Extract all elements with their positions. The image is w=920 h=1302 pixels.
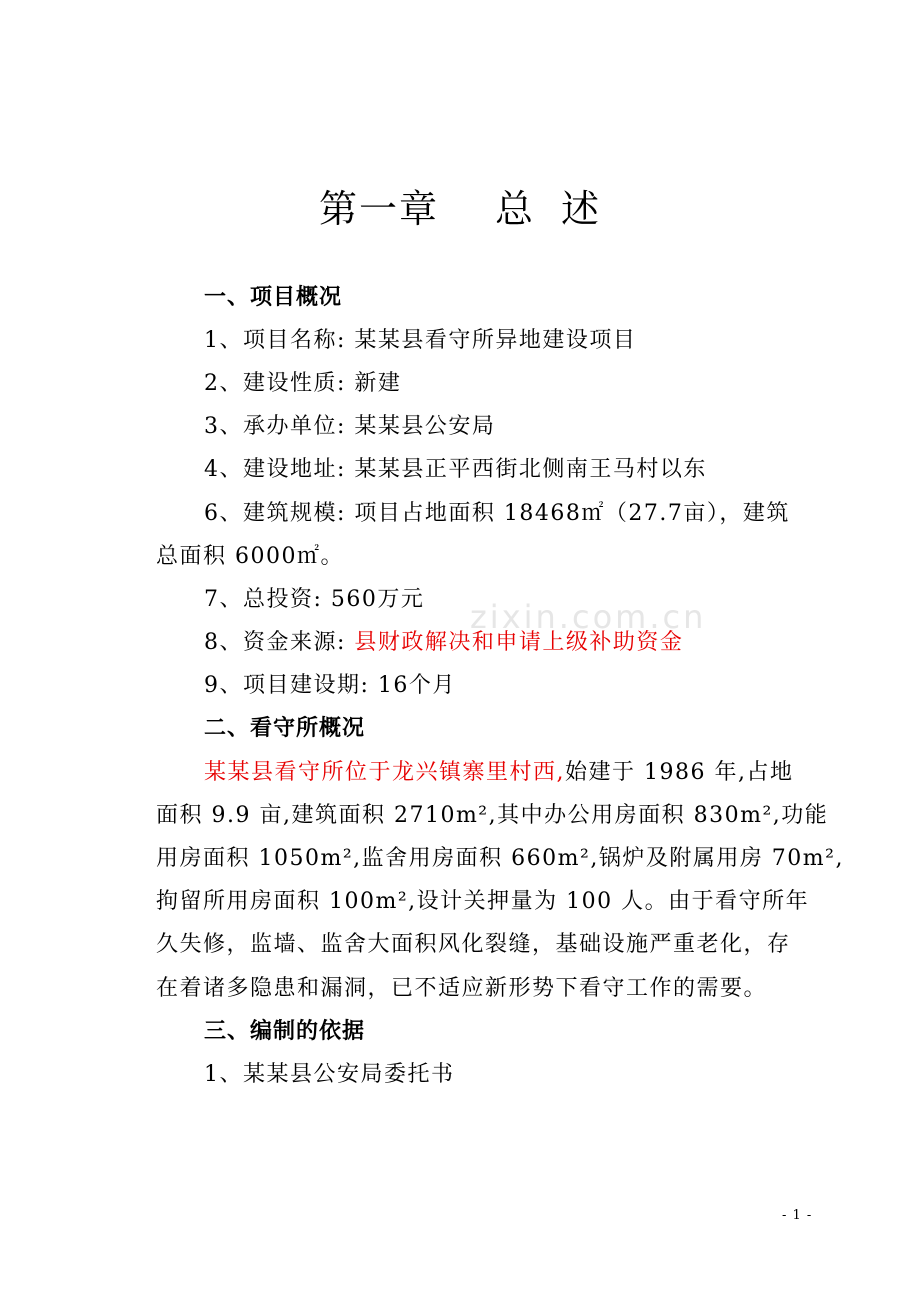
section-heading-overview: 一、项目概况 [204,285,343,310]
chapter-title [0,178,920,233]
paragraph-line: 面积 9.9 亩,建筑面积 2710m²,其中办公用房面积 830m²,功能 [156,803,829,828]
chapter-number: 第一章 [318,187,439,231]
list-item: 2、建设性质: 新建 [204,371,402,396]
page-number: - 1 - [782,1208,813,1223]
paragraph-line [204,758,864,788]
funding-value: 县财政解决和申请上级补助资金 [354,630,684,655]
chapter-title-char-2: 述 [561,187,602,231]
paragraph-line: 拘留所用房面积 100m²,设计关押量为 100 人。由于看守所年 [156,889,810,914]
funding-label: 8、资金来源: [204,630,355,655]
section-heading-detention-center: 二、看守所概况 [204,716,366,741]
list-item: 9、项目建设期: 16个月 [204,673,456,698]
watermark: zixin.com.cn [470,598,707,636]
list-item: 1、某某县公安局委托书 [204,1062,455,1087]
list-item: 1、项目名称: 某某县看守所异地建设项目 [204,328,637,353]
list-item: 3、承办单位: 某某县公安局 [204,414,496,439]
list-item: 4、建设地址: 某某县正平西街北侧南王马村以东 [204,457,707,482]
funding-line [204,628,864,658]
chapter-title-char-1: 总 [494,187,535,231]
paragraph-line: 在着诸多隐患和漏洞，已不适应新形势下看守工作的需要。 [156,976,768,1001]
paragraph-text: 始建于 1986 年,占地 [565,760,794,785]
list-item: 6、建筑规模: 项目占地面积 18468㎡（27.7亩），建筑 [204,501,790,526]
section-heading-basis: 三、编制的依据 [204,1019,366,1044]
list-item: 7、总投资: 560万元 [204,587,425,612]
paragraph-red-lead: 某某县看守所位于龙兴镇寨里村西, [204,760,565,785]
paragraph-line: 久失修，监墙、监舍大面积风化裂缝，基础设施严重老化，存 [156,932,791,957]
list-item-continuation: 总面积 6000㎡。 [156,544,344,569]
paragraph-line: 用房面积 1050m²,监舍用房面积 660m²,锅炉及附属用房 70m², [156,846,844,871]
